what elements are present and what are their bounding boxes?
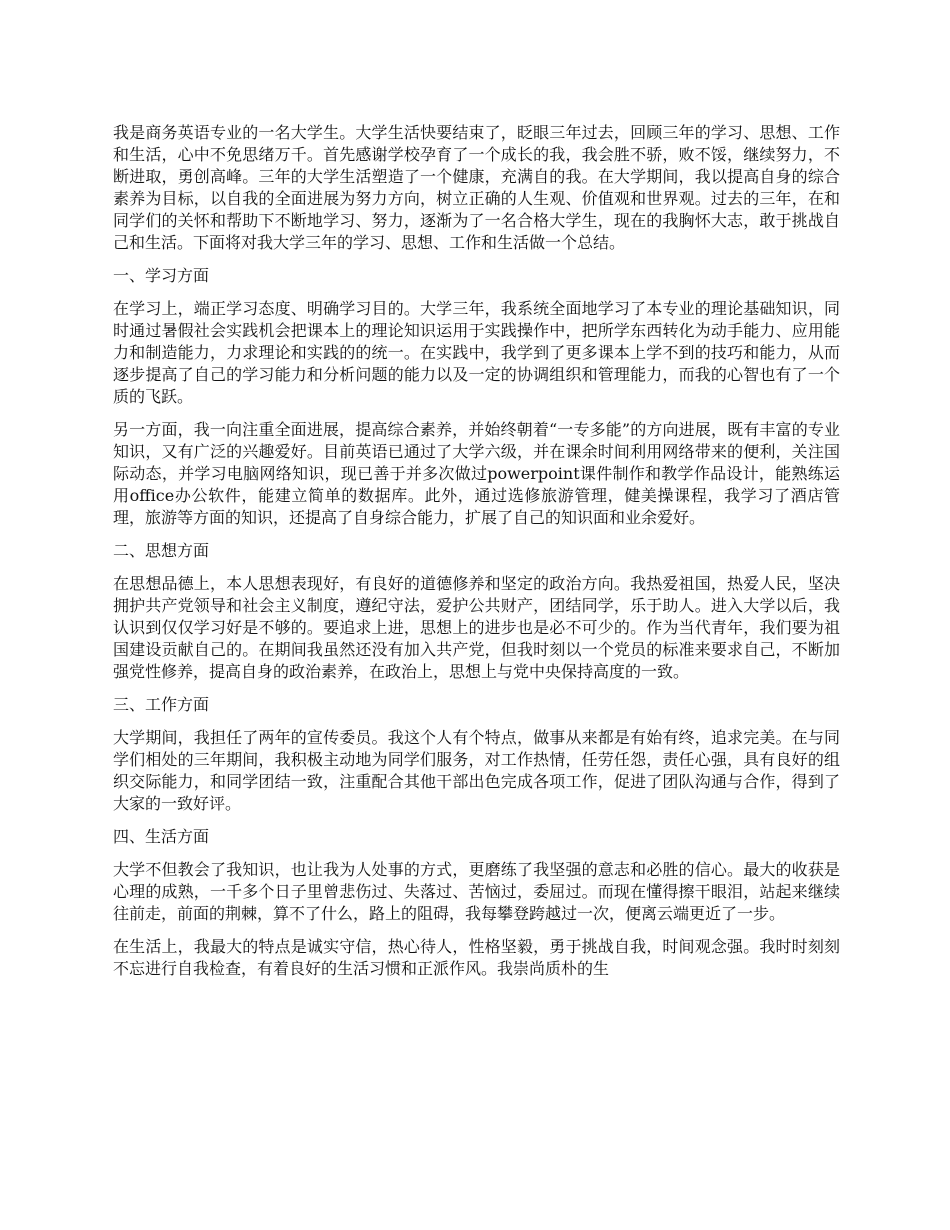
- section-heading-study: 一、学习方面: [113, 266, 210, 285]
- document-body: [113, 122, 840, 991]
- section-heading-life: 四、生活方面: [113, 827, 210, 846]
- study-paragraph-1: 在学习上，端正学习态度、明确学习目的。大学三年，我系统全面地学习了本专业的理论基础知识，同时通过暑假社会实践机会把课本上的理论知识运用于实践操作中，把所学东西转化为动手能力、应用能力和制造能力，力求理论和实践的的统一。在实践中，我学到了更多课本上学不到的技巧和能力，从而逐步提高了自己的学习能力和分析问题的能力以及一定的协调组织和管理能力，而我的心智也有了一个质的飞跃。: [113, 299, 840, 406]
- work-paragraph: 大学期间，我担任了两年的宣传委员。我这个人有个特点，做事从来都是有始有终，追求完美。在与同学们相处的三年期间，我积极主动地为同学们服务，对工作热情，任劳任怨，责任心强，具有良好的组织交际能力，和同学团结一致，注重配合其他干部出色完成各项工作，促进了团队沟通与合作，得到了大家的一致好评。: [113, 728, 840, 813]
- section-heading-work: 三、工作方面: [113, 695, 210, 714]
- intro-paragraph: 我是商务英语专业的一名大学生。大学生活快要结束了，眨眼三年过去，回顾三年的学习、思想、工作和生活，心中不免思绪万千。首先感谢学校孕育了一个成长的我，我会胜不骄，败不馁，继续努力，不断进取，勇创高峰。三年的大学生活塑造了一个健康，充满自的我。在大学期间，我以提高自身的综合素养为目标，以自我的全面进展为努力方向，树立正确的人生观、价值观和世界观。过去的三年，在和同学们的关怀和帮助下不断地学习、努力，逐渐为了一名合格大学生，现在的我胸怀大志，敢于挑战自己和生活。下面将对我大学三年的学习、思想、工作和生活做一个总结。: [113, 123, 840, 252]
- section-heading-thought: 二、思想方面: [113, 541, 210, 560]
- life-paragraph-2: 在生活上，我最大的特点是诚实守信，热心待人，性格坚毅，勇于挑战自我，时间观念强。我时时刻刻不忘进行自我检查，有着良好的生活习惯和正派作风。我崇尚质朴的生: [113, 937, 840, 978]
- life-paragraph-1: 大学不但教会了我知识，也让我为人处事的方式，更磨练了我坚强的意志和必胜的信心。最大的收获是心理的成熟，一千多个日子里曾悲伤过、失落过、苦恼过，委屈过。而现在懂得擦干眼泪，站起来继续往前走，前面的荆棘，算不了什么，路上的阻碍，我每攀登跨越过一次，便离云端更近了一步。: [113, 860, 840, 923]
- study-paragraph-2: 另一方面，我一向注重全面进展，提高综合素养，并始终朝着“一专多能”的方向进展，既有丰富的专业知识，又有广泛的兴趣爱好。目前英语已通过了大学六级，并在课余时间利用网络带来的便利，关注国际动态，并学习电脑网络知识，现已善于并多次做过powerpoint课件制作和教学作品设计，能熟练运用office办公软件，能建立简单的数据库。此外，通过选修旅游管理，健美操课程，我学习了酒店管理，旅游等方面的知识，还提高了自身综合能力，扩展了自己的知识面和业余爱好。: [113, 420, 840, 527]
- thought-paragraph: 在思想品德上，本人思想表现好，有良好的道德修养和坚定的政治方向。我热爱祖国，热爱人民，坚决拥护共产党领导和社会主义制度，遵纪守法，爱护公共财产，团结同学，乐于助人。进入大学以后，我认识到仅仅学习好是不够的。要追求上进，思想上的进步也是必不可少的。作为当代青年，我们要为祖国建设贡献自己的。在期间我虽然还没有加入共产党，但我时刻以一个党员的标准来要求自己，不断加强党性修养，提高自身的政治素养，在政治上，思想上与党中央保持高度的一致。: [113, 574, 840, 681]
